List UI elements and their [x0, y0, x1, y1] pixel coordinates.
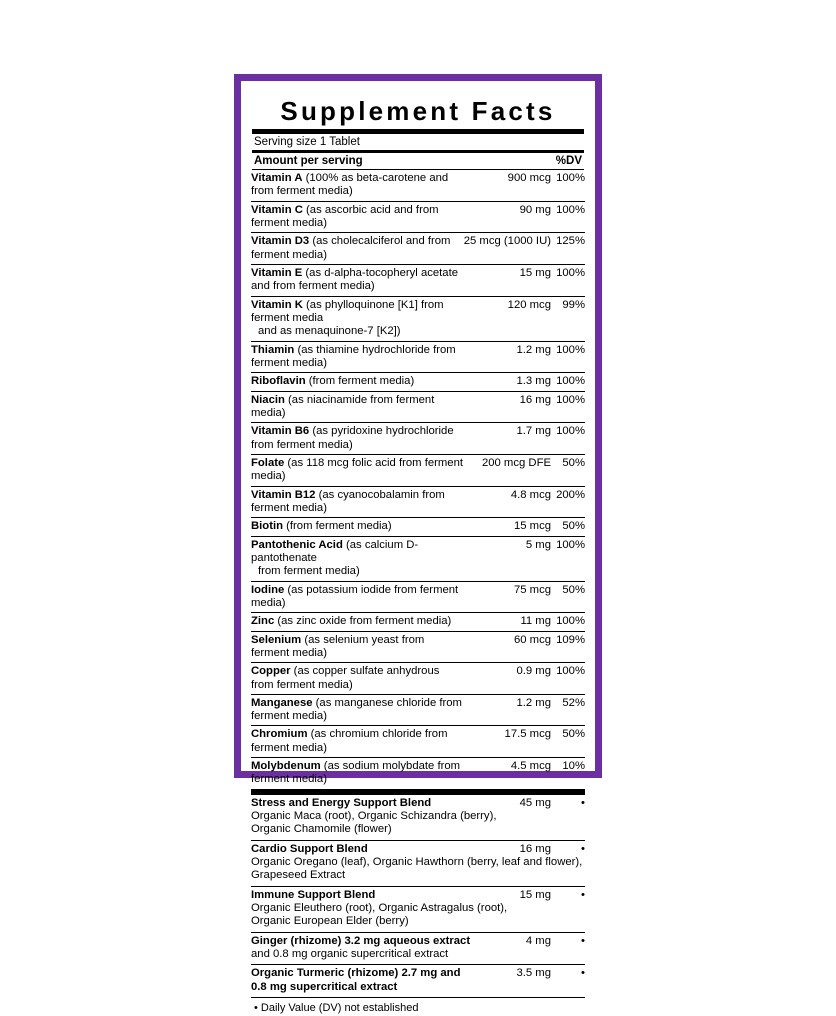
- nutrient-dv: 50%: [551, 454, 585, 486]
- nutrient-amount: 1.2 mg: [464, 341, 551, 373]
- blend-table: [251, 795, 585, 998]
- blend-row: [251, 886, 585, 902]
- nutrient-name: Vitamin K (as phylloquinone [K1] from ferment media and as menaquinone-7 [K2]): [251, 296, 464, 341]
- nutrient-name: Niacin (as niacinamide from ferment media): [251, 391, 464, 423]
- nutrient-amount: 15 mcg: [464, 518, 551, 536]
- table-row: [251, 454, 585, 486]
- blend-ingredients: Organic Maca (root), Organic Schizandra (berry), Organic Chamomile (flower): [251, 810, 585, 840]
- blend-ingredients: [251, 994, 585, 998]
- nutrient-name: Vitamin B12 (as cyanocobalamin from ferment media): [251, 486, 464, 518]
- nutrient-name: Copper (as copper sulfate anhydrous from ferment media): [251, 663, 464, 695]
- nutrient-dv: 100%: [551, 663, 585, 695]
- nutrient-dv: 50%: [551, 518, 585, 536]
- footnote: • Daily Value (DV) not established: [254, 1002, 419, 1015]
- blend-ingredients: and 0.8 mg organic supercritical extract: [251, 948, 585, 965]
- nutrient-dv: 200%: [551, 486, 585, 518]
- nutrient-amount: 5 mg: [464, 536, 551, 581]
- nutrient-name: Vitamin D3 (as cholecalciferol and from ferment media): [251, 233, 464, 265]
- blend-dv: •: [581, 967, 585, 980]
- nutrient-name: Manganese (as manganese chloride from ferment media): [251, 694, 464, 726]
- blend-name: Ginger (rhizome) 3.2 mg aqueous extract: [251, 934, 471, 947]
- supplement-facts-panel: [234, 74, 602, 1015]
- blend-row: [251, 932, 585, 948]
- nutrient-amount: 1.3 mg: [464, 373, 551, 391]
- blend-dv: •: [581, 888, 585, 901]
- blend-dv: •: [581, 934, 585, 947]
- blend-dv: •: [581, 796, 585, 809]
- table-row: [251, 536, 585, 581]
- blend-amount: 15 mg: [519, 888, 551, 901]
- amount-per-serving-label: Amount per serving: [254, 155, 363, 167]
- nutrient-amount: 1.7 mg: [464, 423, 551, 455]
- nutrient-name: Thiamin (as thiamine hydrochloride from ferment media): [251, 341, 464, 373]
- nutrient-dv: 100%: [551, 170, 585, 201]
- nutrient-table: [251, 170, 585, 790]
- blend-amount: 3.5 mg: [516, 967, 551, 980]
- table-row: [251, 486, 585, 518]
- nutrient-amount: 1.2 mg: [464, 694, 551, 726]
- nutrient-amount: 900 mcg: [464, 170, 551, 201]
- nutrient-dv: 125%: [551, 233, 585, 265]
- nutrient-amount: 0.9 mg: [464, 663, 551, 695]
- blend-dv: •: [581, 842, 585, 855]
- nutrient-name: Vitamin C (as ascorbic acid and from ferment media): [251, 201, 464, 233]
- nutrient-dv: 100%: [551, 423, 585, 455]
- nutrient-amount: 4.5 mcg: [464, 758, 551, 790]
- table-row: [251, 233, 585, 265]
- nutrient-dv: 100%: [551, 373, 585, 391]
- nutrient-amount: 75 mcg: [464, 581, 551, 613]
- blend-name: Cardio Support Blend: [251, 842, 368, 855]
- nutrient-name: Selenium (as selenium yeast from ferment media): [251, 631, 464, 663]
- page-title: Supplement Facts: [280, 96, 556, 126]
- nutrient-dv: 50%: [551, 726, 585, 758]
- blend-name: Immune Support Blend: [251, 888, 376, 901]
- table-row: [251, 201, 585, 233]
- nutrient-amount: 60 mcg: [464, 631, 551, 663]
- table-row: [251, 391, 585, 423]
- nutrient-amount: 90 mg: [464, 201, 551, 233]
- table-row: [251, 518, 585, 536]
- nutrient-name: Folate (as 118 mcg folic acid from ferment media): [251, 454, 464, 486]
- nutrient-name: Chromium (as chromium chloride from ferment media): [251, 726, 464, 758]
- nutrient-dv: 100%: [551, 201, 585, 233]
- nutrient-amount: 11 mg: [464, 613, 551, 631]
- table-row: [251, 613, 585, 631]
- table-row: [251, 423, 585, 455]
- nutrient-dv: 10%: [551, 758, 585, 790]
- supplement-facts-inner: [251, 91, 585, 1015]
- blend-name: Organic Turmeric (rhizome) 2.7 mg and 0.8 mg supercritical extract: [251, 967, 461, 993]
- table-row: [251, 170, 585, 201]
- table-row: [251, 758, 585, 790]
- blend-ingredients: Organic Eleuthero (root), Organic Astragalus (root), Organic European Elder (berry): [251, 902, 585, 932]
- table-row: [251, 296, 585, 341]
- nutrient-amount: 16 mg: [464, 391, 551, 423]
- table-row: [251, 631, 585, 663]
- blend-name: Stress and Energy Support Blend: [251, 796, 432, 809]
- nutrient-dv: 100%: [551, 613, 585, 631]
- nutrient-amount: 4.8 mcg: [464, 486, 551, 518]
- blend-row: [251, 965, 585, 994]
- blend-row: [251, 795, 585, 810]
- nutrient-amount: 17.5 mcg: [464, 726, 551, 758]
- dv-header-label: %DV: [555, 155, 582, 167]
- table-row: [251, 341, 585, 373]
- nutrient-dv: 52%: [551, 694, 585, 726]
- blend-ingredients-row: [251, 948, 585, 965]
- nutrient-amount: 120 mcg: [464, 296, 551, 341]
- nutrient-dv: 100%: [551, 264, 585, 296]
- nutrient-name: Iodine (as potassium iodide from ferment media): [251, 581, 464, 613]
- serving-size: Serving size 1 Tablet: [254, 136, 360, 148]
- table-row: [251, 663, 585, 695]
- nutrient-dv: 100%: [551, 341, 585, 373]
- blend-amount: 4 mg: [525, 934, 551, 947]
- blend-row: [251, 840, 585, 856]
- nutrient-dv: 99%: [551, 296, 585, 341]
- nutrient-dv: 100%: [551, 391, 585, 423]
- nutrient-name: Vitamin A (100% as beta-carotene and from ferment media): [251, 170, 464, 201]
- blend-ingredients-row: [251, 856, 585, 886]
- nutrient-amount: 25 mcg (1000 IU): [464, 233, 551, 265]
- nutrient-dv: 50%: [551, 581, 585, 613]
- table-row: [251, 581, 585, 613]
- blend-ingredients: Organic Oregano (leaf), Organic Hawthorn (berry, leaf and flower), Grapeseed Extract: [251, 856, 585, 886]
- table-row: [251, 264, 585, 296]
- table-row: [251, 373, 585, 391]
- table-row: [251, 694, 585, 726]
- blend-amount: 45 mg: [519, 796, 551, 809]
- blend-amount: 16 mg: [519, 842, 551, 855]
- blend-ingredients-row: [251, 994, 585, 998]
- nutrient-amount: 15 mg: [464, 264, 551, 296]
- nutrient-dv: 109%: [551, 631, 585, 663]
- blend-ingredients-row: [251, 902, 585, 932]
- nutrient-name: Molybdenum (as sodium molybdate from ferment media): [251, 758, 464, 790]
- nutrient-name: Vitamin E (as d-alpha-tocopheryl acetate and from ferment media): [251, 264, 464, 296]
- amount-header-row: [251, 153, 585, 169]
- nutrient-name: Pantothenic Acid (as calcium D-pantothenate from ferment media): [251, 536, 464, 581]
- nutrient-name: Biotin (from ferment media): [251, 518, 464, 536]
- nutrient-dv: 100%: [551, 536, 585, 581]
- nutrient-name: Riboflavin (from ferment media): [251, 373, 464, 391]
- nutrient-amount: 200 mcg DFE: [464, 454, 551, 486]
- nutrient-name: Vitamin B6 (as pyridoxine hydrochloride from ferment media): [251, 423, 464, 455]
- blend-ingredients-row: [251, 810, 585, 840]
- table-row: [251, 726, 585, 758]
- nutrient-name: Zinc (as zinc oxide from ferment media): [251, 613, 464, 631]
